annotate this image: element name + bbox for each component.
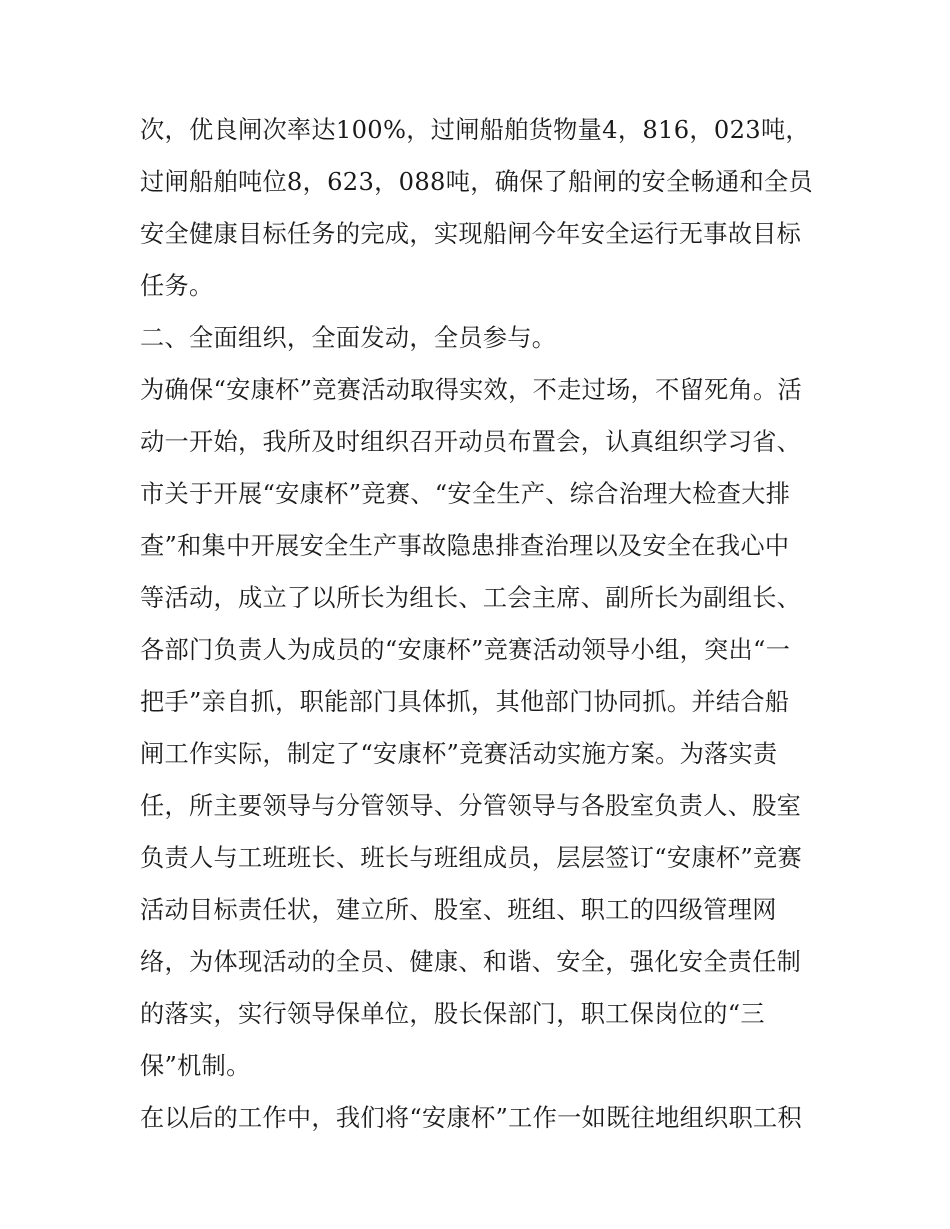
text-line: 负责人与工班班长、班长与班组成员，层层签订“安康杯”竞赛 <box>140 844 803 872</box>
text-line: 闸工作实际，制定了“安康杯”竞赛活动实施方案。为落实责 <box>140 740 778 768</box>
section-heading: 二、全面组织，全面发动，全员参与。 <box>140 324 557 352</box>
text-line: 活动目标责任状，建立所、股室、班组、职工的四级管理网 <box>140 896 777 924</box>
text-line: 的落实，实行领导保单位，股长保部门，职工保岗位的“三 <box>140 1000 765 1028</box>
text-line: 次，优良闸次率达100%，过闸船舶货物量4，816，023吨， <box>140 116 810 144</box>
document-body <box>140 104 820 1144</box>
text-line: 在以后的工作中，我们将“安康杯”工作一如既往地组织职工积 <box>140 1104 803 1132</box>
text-line: 查”和集中开展安全生产事故隐患排查治理以及安全在我心中 <box>140 532 790 560</box>
text-line: 把手”亲自抓，职能部门具体抓，其他部门协同抓。并结合船 <box>140 688 790 716</box>
text-line: 等活动，成立了以所长为组长、工会主席、副所长为副组长、 <box>140 584 802 612</box>
text-line: 过闸船舶吨位8，623，088吨，确保了船闸的安全畅通和全员 <box>140 168 814 196</box>
text-line: 动一开始，我所及时组织召开动员布置会，认真组织学习省、 <box>140 428 802 456</box>
text-line: 络，为体现活动的全员、健康、和谐、安全，强化安全责任制 <box>140 948 802 976</box>
text-line: 为确保“安康杯”竞赛活动取得实效，不走过场，不留死角。活 <box>140 376 803 404</box>
text-line: 任，所主要领导与分管领导、分管领导与各股室负责人、股室 <box>140 792 802 820</box>
text-line: 安全健康目标任务的完成，实现船闸今年安全运行无事故目标 <box>140 220 802 248</box>
text-line: 市关于开展“安康杯”竞赛、“安全生产、综合治理大检查大排 <box>140 480 791 508</box>
text-line: 任务。 <box>140 272 214 300</box>
text-line: 各部门负责人为成员的“安康杯”竞赛活动领导小组，突出“一 <box>140 636 791 664</box>
text-line: 保”机制。 <box>140 1052 251 1080</box>
